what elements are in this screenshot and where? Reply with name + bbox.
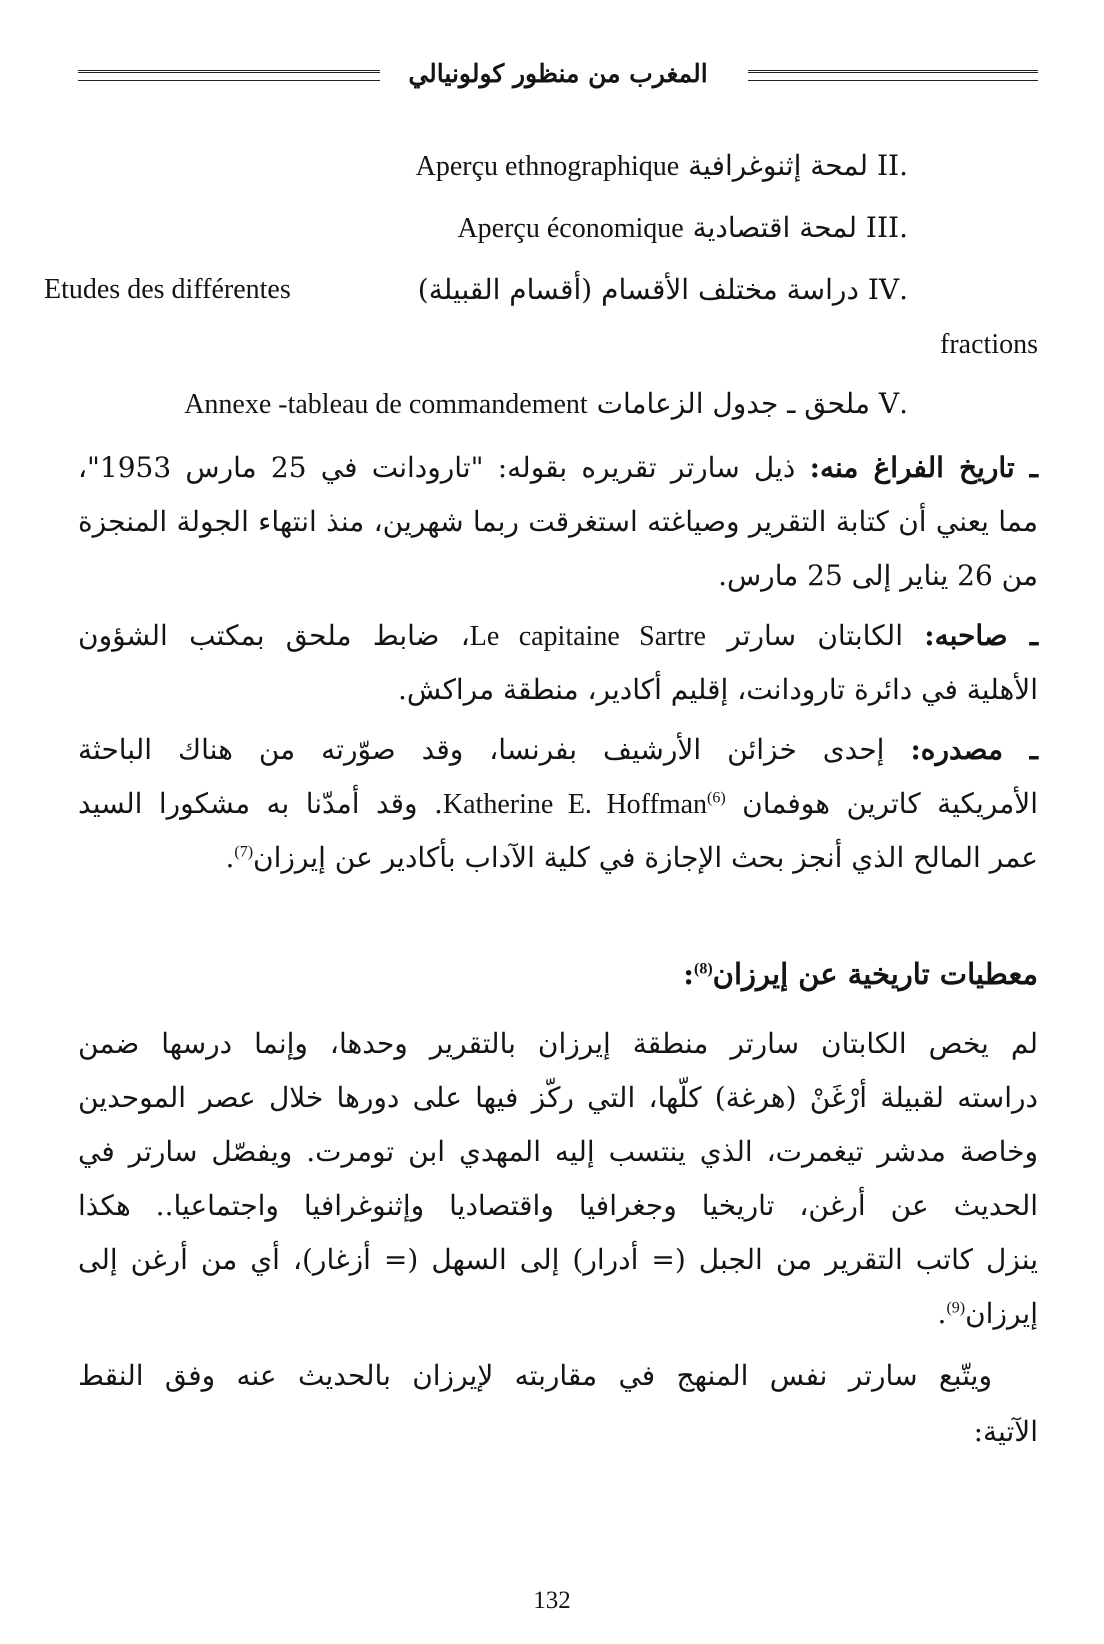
toc-french: Aperçu économique bbox=[457, 213, 684, 244]
toc-item-3 bbox=[457, 206, 908, 251]
toc-item-5 bbox=[184, 382, 908, 427]
toc-number: .V bbox=[878, 387, 908, 420]
para1-line-3: وخاصة مدشر تيغمرت، الذي ينتسب إليه المهدي ابن تومرت. ويفصّل سارتر في bbox=[78, 1135, 1038, 1168]
author-line-2 bbox=[78, 668, 1038, 712]
toc-item-4 bbox=[44, 268, 908, 312]
source-label: ـ مصدره: bbox=[910, 733, 1038, 766]
para1-line-2: دراسته لقبيلة أرْغَنْ (هرغة) كلّها، التي ركّز فيها على دورها خلال عصر الموحدين bbox=[78, 1081, 1038, 1114]
toc-arabic: لمحة اقتصادية bbox=[692, 211, 857, 244]
toc-french: Etudes des différentes bbox=[44, 274, 291, 305]
source-text-2a: الأمريكية كاترين هوفمان bbox=[742, 787, 1039, 820]
para1-last-text: إيرزان bbox=[965, 1297, 1038, 1330]
footnote-ref-8[interactable]: (8) bbox=[693, 960, 713, 978]
para1-last-end: . bbox=[937, 1297, 947, 1330]
para2-line-1: ويتّبع سارتر نفس المنهج في مقاربته لإيرزان بالحديث عنه وفق النقط bbox=[78, 1359, 992, 1392]
toc-french-continued: fractions bbox=[940, 329, 1038, 360]
source-text-3-end: . bbox=[225, 841, 235, 874]
footnote-ref-9[interactable]: (9) bbox=[946, 1299, 966, 1317]
date-line-3 bbox=[78, 554, 1038, 598]
para1-line-6 bbox=[78, 1292, 1038, 1336]
author-french-name: Le capitaine Sartre bbox=[469, 621, 706, 652]
date-line-1 bbox=[78, 446, 1038, 490]
section-heading bbox=[78, 952, 1038, 996]
source-text-3: عمر المالح الذي أنجز بحث الإجازة في كلية الآداب بأكادير عن إيرزان bbox=[253, 841, 1038, 874]
source-line-3 bbox=[78, 836, 1038, 880]
toc-french: Aperçu ethnographique bbox=[415, 151, 680, 182]
section-title: معطيات تاريخية عن إيرزان bbox=[712, 957, 1038, 991]
footnote-ref-6[interactable]: (6) bbox=[707, 789, 726, 807]
source-line-2 bbox=[78, 782, 1038, 827]
date-text-1: ذيل سارتر تقريره بقوله: "تارودانت في 25 مارس 1953"، bbox=[78, 451, 796, 484]
date-label: ـ تاريخ الفراغ منه: bbox=[809, 451, 1038, 484]
toc-arabic: ملحق ـ جدول الزعامات bbox=[596, 387, 870, 420]
toc-item-4-continued bbox=[78, 322, 1038, 367]
source-text-1: إحدى خزائن الأرشيف بفرنسا، وقد صوّرته من هناك الباحثة bbox=[78, 733, 885, 766]
source-text-2b: . وقد أمدّنا به مشكورا السيد bbox=[78, 787, 443, 820]
toc-arabic: لمحة إثنوغرافية bbox=[688, 149, 869, 182]
author-line-1 bbox=[78, 614, 1038, 659]
source-line-1 bbox=[78, 728, 1038, 772]
section-title-end: : bbox=[683, 957, 694, 991]
para2-line-2: الآتية: bbox=[973, 1415, 1038, 1448]
para1-line-5: ينزل كاتب التقرير من الجبل (= أدرار) إلى السهل (= أزغار)، أي من أرغن إلى bbox=[78, 1243, 1038, 1276]
page-number: 132 bbox=[533, 1587, 571, 1614]
header-rule-left bbox=[78, 70, 380, 81]
para1-line-1: لم يخص الكابتان سارتر منطقة إيرزان بالتقرير وحدها، وإنما درسها ضمن bbox=[78, 1027, 1038, 1060]
para1-line-4: الحديث عن أرغن، تاريخيا وجغرافيا واقتصاديا وإثنوغرافيا واجتماعيا.. هكذا bbox=[78, 1189, 1038, 1222]
author-text-1a: الكابتان سارتر bbox=[727, 619, 903, 652]
toc-arabic: دراسة مختلف الأقسام (أقسام القبيلة) bbox=[417, 273, 859, 306]
author-label: ـ صاحبه: bbox=[924, 619, 1039, 652]
author-text-1b: ، ضابط ملحق بمكتب الشؤون bbox=[78, 619, 470, 652]
toc-number: .III bbox=[865, 211, 908, 244]
footnote-ref-7[interactable]: (7) bbox=[234, 843, 254, 861]
date-text-2: مما يعني أن كتابة التقرير وصياغته استغرقت ربما شهرين، منذ انتهاء الجولة المنجزة bbox=[78, 505, 1038, 538]
running-title: المغرب من منظور كولونيالي bbox=[408, 59, 708, 88]
toc-number: .II bbox=[876, 149, 908, 182]
toc-number: .IV bbox=[867, 273, 908, 306]
header-rule-right bbox=[748, 70, 1038, 81]
source-french-name: Katherine E. Hoffman bbox=[442, 789, 708, 820]
date-text-3: من 26 يناير إلى 25 مارس. bbox=[718, 559, 1038, 592]
author-text-2: الأهلية في دائرة تارودانت، إقليم أكادير، منطقة مراكش. bbox=[397, 673, 1038, 706]
toc-item-2 bbox=[416, 144, 908, 189]
running-header bbox=[78, 56, 1038, 94]
date-line-2 bbox=[78, 500, 1038, 544]
toc-french: Annexe -tableau de commandement bbox=[184, 389, 588, 420]
